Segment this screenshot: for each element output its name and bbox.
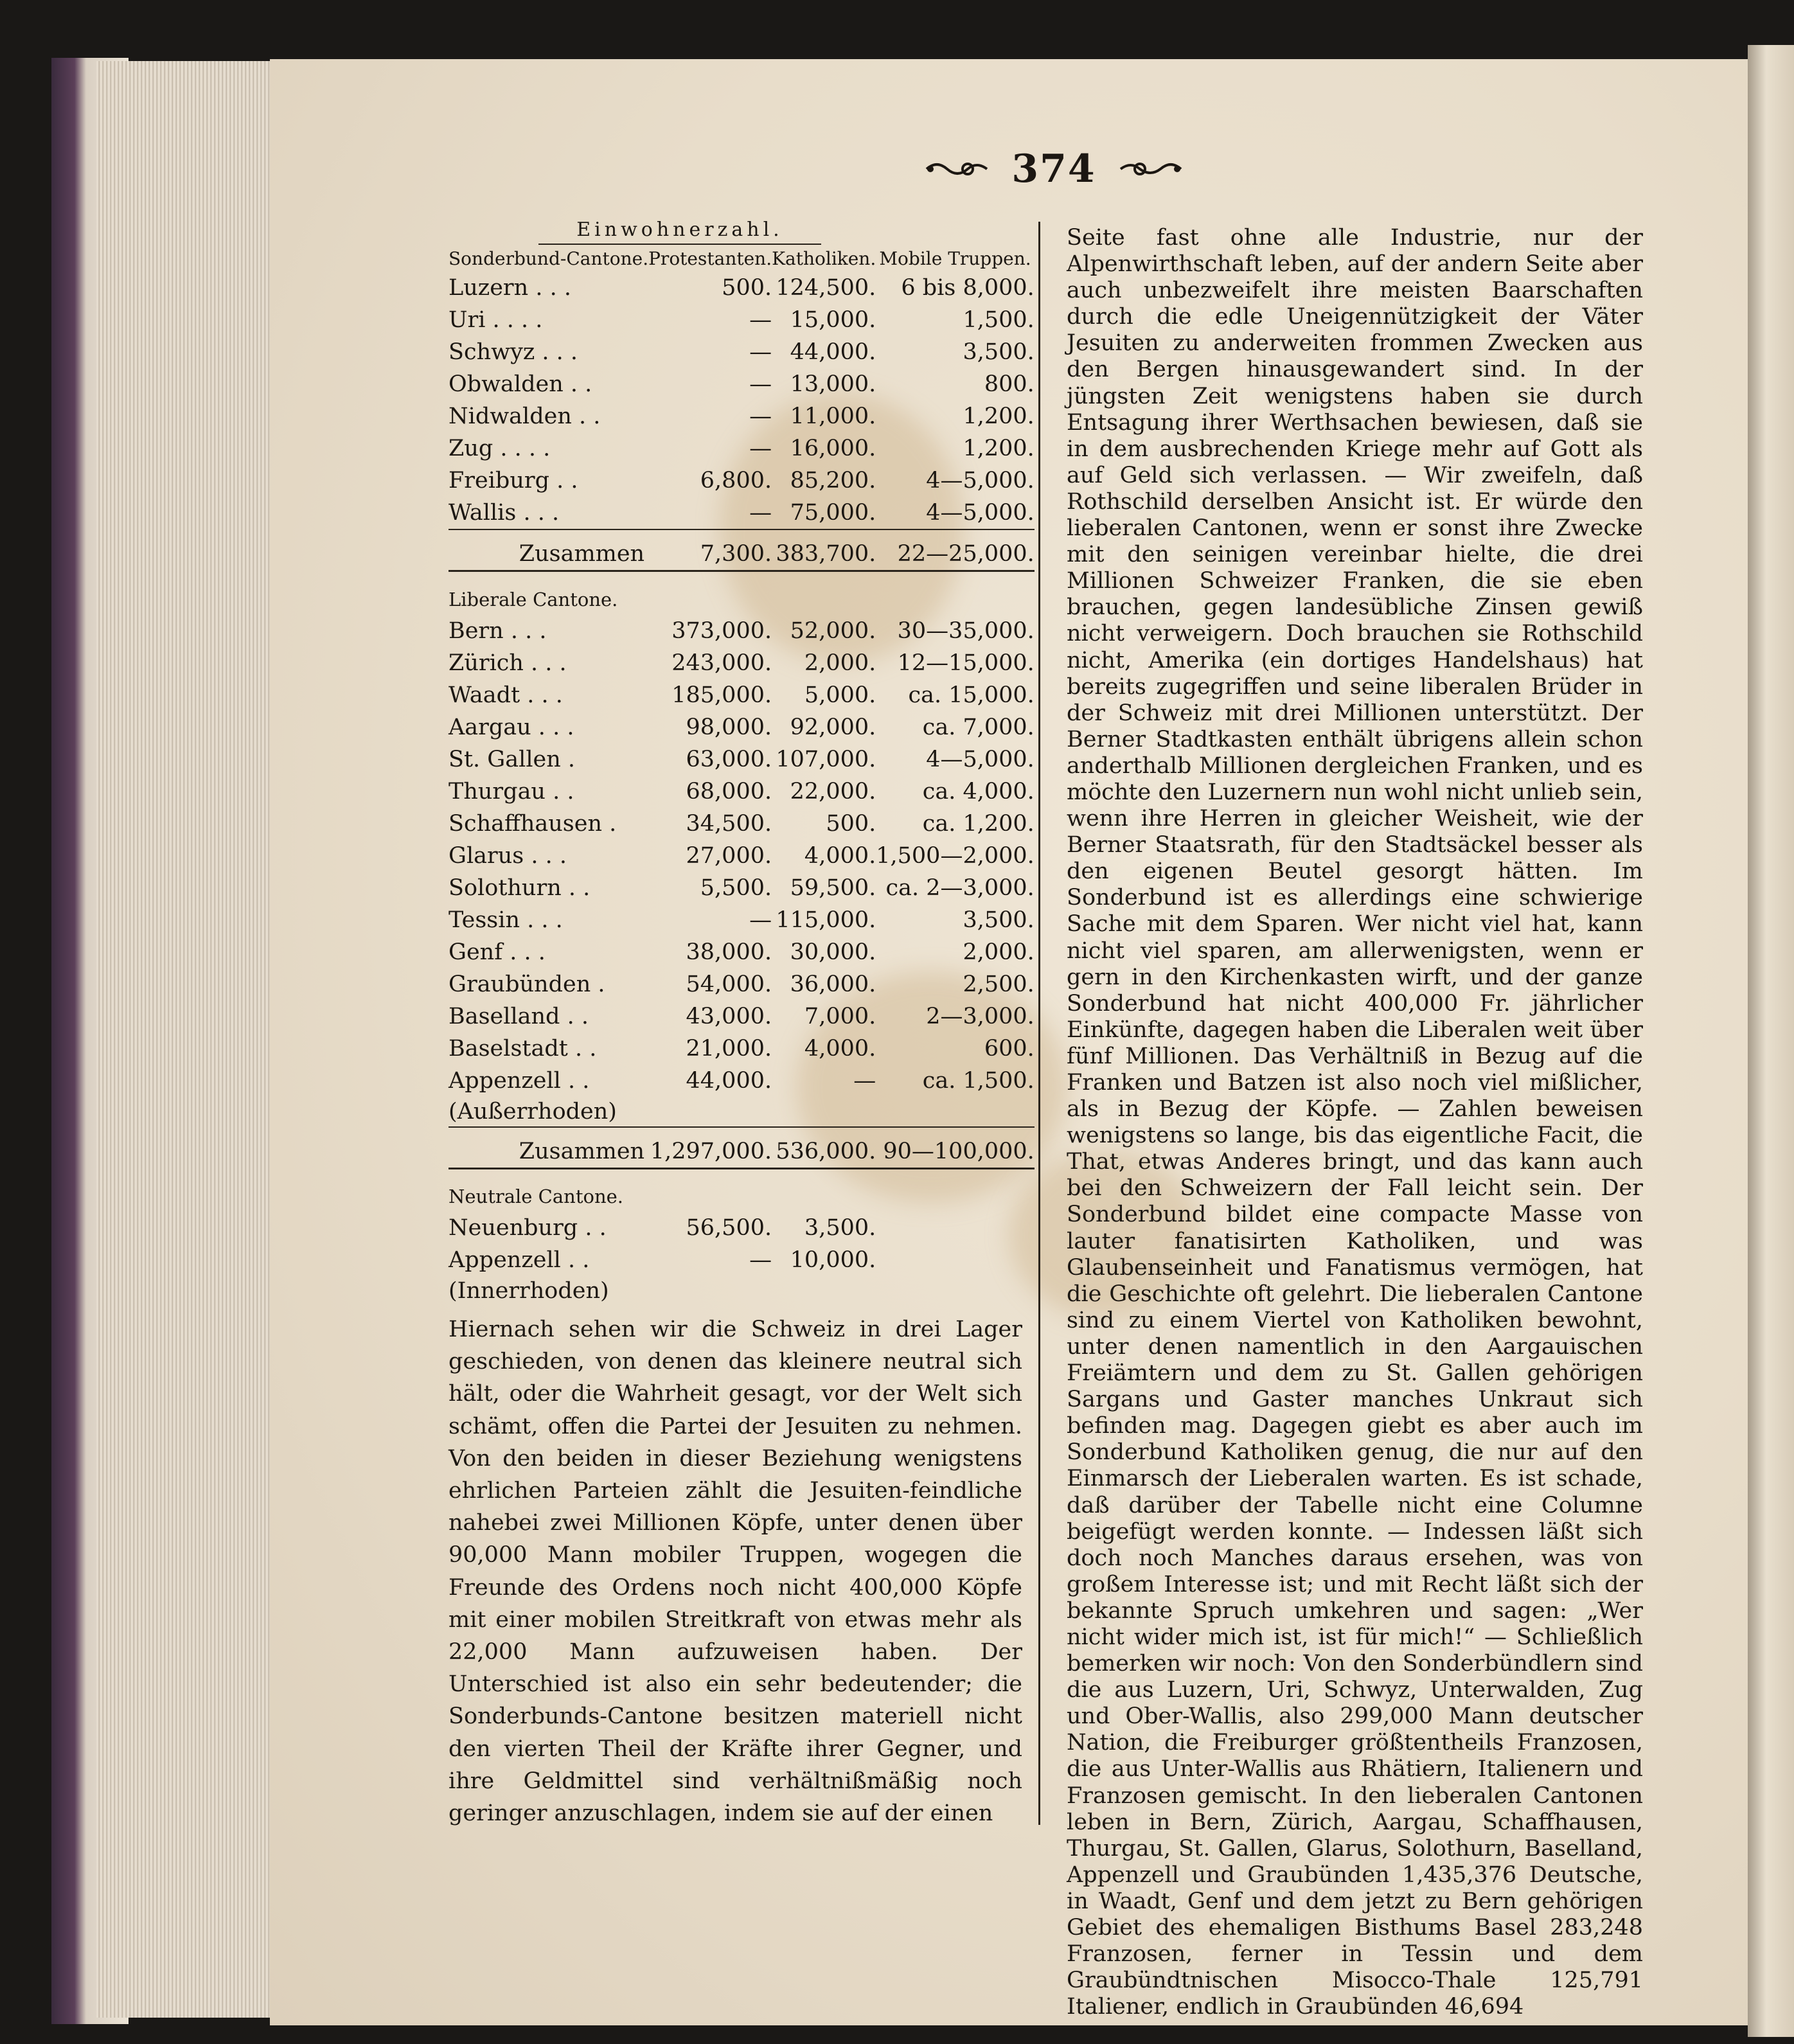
left-paragraph: Hiernach sehen wir die Schweiz in drei Lager geschieden, von denen das kleinere neutral sich hält, oder die Wahrheit gesagt, vor der Welt sich schämt, offen die Partei der Jesuiten zu nehmen. Von den beiden in dieser Beziehung wenigstens ehrlichen Parteien zählt die Jesuiten-feindliche nahebei zwei Millionen Köpfe, unter denen über 90,000 Mann mobiler Truppen, wogegen die Freunde des Ordens noch nicht 400,000 Köpfe mit einer mobilen Streitkraft von etwas mehr als 22,000 Mann aufzuweisen haben. Der Unterschied ist also ein sehr bedeutender; die Sonderbunds-Cantone besitzen materiell nicht den vierten Theil der Kräfte ihrer Gegner, und ihre Geldmittel sind verhältnißmäßig noch geringer anzuschlagen, indem sie auf der einen — [448, 1317, 1022, 1827]
left-column — [448, 218, 1035, 1829]
protestant-count: 63,000. — [686, 746, 772, 772]
protestant-count: 34,500. — [686, 810, 772, 837]
protestant-count: 56,500. — [686, 1215, 772, 1241]
troop-count: 1,500—2,000. — [876, 842, 1035, 869]
catholic-count: 11,000. — [790, 404, 876, 429]
table-row — [448, 679, 1035, 711]
catholic-count: 2,000. — [804, 650, 876, 676]
catholic-count: 15,000. — [790, 307, 876, 333]
protestant-count: 21,000. — [686, 1035, 772, 1062]
total-troops: 90—100,000. — [876, 1127, 1035, 1169]
table-row — [448, 808, 1035, 840]
table-header-row — [448, 245, 1035, 272]
right-column — [1067, 225, 1643, 2020]
catholic-count: 75,000. — [790, 500, 876, 526]
troop-count: 12—15,000. — [897, 650, 1035, 676]
table-row — [448, 968, 1035, 1000]
canton-name: Uri . . . . — [448, 307, 543, 333]
population-table — [448, 245, 1035, 1306]
table-row — [448, 1065, 1035, 1097]
protestant-count: 43,000. — [686, 1003, 772, 1029]
troop-count: 4—5,000. — [926, 468, 1035, 493]
total-label: Zusammen — [448, 1127, 648, 1169]
catholic-count: — — [853, 1067, 876, 1094]
table-row — [448, 400, 1035, 432]
empty-cell — [876, 1244, 1035, 1276]
protestant-count: — — [749, 436, 772, 461]
protestant-count: — — [749, 1247, 772, 1273]
canton-name: Schwyz . . . — [448, 339, 578, 365]
catholic-count: 44,000. — [790, 339, 876, 365]
canton-name: Neuenburg . . — [448, 1215, 607, 1241]
table-row — [448, 1244, 1035, 1276]
protestant-count: — — [749, 307, 772, 333]
table-row — [448, 711, 1035, 743]
table-row — [448, 1276, 1035, 1306]
total-catholics: 536,000. — [772, 1127, 876, 1169]
troop-count: 6 bis 8,000. — [901, 275, 1035, 301]
catholic-count: 500. — [826, 810, 876, 837]
troop-count: ca. 4,000. — [922, 778, 1035, 804]
table-row — [448, 304, 1035, 336]
troop-count: 800. — [984, 371, 1035, 397]
troop-count: 4—5,000. — [926, 746, 1035, 772]
total-protestants: 7,300. — [648, 529, 772, 571]
table-row — [448, 743, 1035, 776]
table-row — [448, 368, 1035, 400]
protestant-count: 500. — [722, 275, 772, 301]
catholic-count: 3,500. — [804, 1215, 876, 1241]
table-row — [448, 497, 1035, 529]
header-canton: Sonderbund-Cantone. — [448, 248, 649, 269]
page-number: 374 — [1011, 147, 1096, 191]
troop-count: 3,500. — [963, 907, 1035, 933]
troop-count: 1,200. — [963, 436, 1035, 461]
troop-count: 2,500. — [963, 971, 1035, 997]
troop-count: ca. 2—3,000. — [885, 875, 1035, 901]
right-paragraph: Seite fast ohne alle Industrie, nur der Alpenwirthschaft leben, auf der andern Seite aber auch unbezweifelt ihre meisten Baarschaften durch die edle Uneigennützigkeit der Väter Jesuiten zu anderweiten frommen Zwecken aus den Bergen hinausgewandert sind. In der jüngsten Zeit wenigstens haben sie durch Entsagung ihrer Werthsachen bewiesen, daß sie in dem ausbrechenden Kriege mehr auf Gott als auf Geld sich verlassen. — Wir zweifeln, daß Rothschild derselben Ansicht ist. Er würde den lieberalen Cantonen, wenn er sonst ihre Zwecke mit den seinigen vereinbar hielte, die drei Millionen Schweizer Franken, die sie eben brauchen, gegen landesübliche Zinsen gewiß nicht verweigern. Doch brauchen sie Rothschild nicht, Amerika (ein dortiges Handelshaus) hat bereits zugegriffen und seine liberalen Brüder in der Schweiz mit drei Millionen unterstützt. Der Berner Stadtkasten enthält übrigens allein schon anderthalb Millionen dergleichen Franken, und es möchte den Luzernern nun wohl nicht unlieb sein, wenn ihre Herren in gleicher Weisheit, wie der Berner Staatsrath, für den Stadtsäckel besser als den eigenen Beutel gesorgt hätten. Im Sonderbund ist es allerdings eine schwierige Sache mit dem Sparen. Wer nicht viel hat, kann nicht viel sparen, am allerwenigsten, wenn er gern in den Kirchenkasten wirft, und der ganze Sonderbund hat nicht 400,000 Fr. jährlicher Einkünfte, dagegen haben die Liberalen weit über fünf Millionen. Das Verhältniß in Bezug auf die Franken und Batzen ist also noch viel mißlicher, als in Bezug der Köpfe. — Zahlen beweisen wenigstens so lange, bis das eigentliche Facit, die That, etwas Anderes bringt, und das kann auch bei den Schweizern der Fall leicht sein. Der Sonderbund bildet eine compacte Masse von lauter fanatisirten Katholiken, und was Glaubenseinheit und Fanatismus vermögen, hat die Geschichte oft gelehrt. Die lieberalen Cantone sind zu einem Viertel von Katholiken bewohnt, unter denen namentlich in den Aargauischen Freiämtern und dem zu St. Gallen gehörigen Sargans und Gaster manches Unkraut sich befinden mag. Dagegen giebt es aber auch im Sonderbund Katholiken genug, die nur auf den Einmarsch der Lieberalen warten. Es ist schade, daß darüber der Tabelle nicht eine Columne beigefügt werden konnte. — Indessen läßt sich doch noch Manches daraus ersehen, was von großem Interesse ist; und mit Recht läßt sich der bekannte Spruch umkehren und sagen: „Wer nicht wider mich ist, ist für mich!“ — Schließlich bemerken wir noch: Von den Sonderbündlern sind die aus Luzern, Uri, Schwyz, Unterwalden, Zug und Ober-Wallis, also 299,000 Mann deutscher Nation, die Freiburger größtentheils Franzosen, die aus Unter-Wallis aus Rhätiern, Italienern und Franzosen gemischt. In den lieberalen Cantonen leben in Bern, Zürich, Aargau, Schaffhausen, Thurgau, St. Gallen, Glarus, Solothurn, Baselland, Appenzell und Graubünden 1,435,376 Deutsche, in Waadt, Genf und dem jetzt zu Bern gehörigen Gebiet des ehemaligen Bisthums Basel 283,248 Franzosen, ferner in Tessin und dem Graubündtnischen Misocco-Thale 125,791 Italiener, endlich in Graubünden 46,694 — [1067, 225, 1643, 2020]
catholic-count: 4,000. — [804, 842, 876, 869]
catholic-count: 5,000. — [804, 682, 876, 708]
catholic-count: 85,200. — [790, 468, 876, 493]
troop-count: 4—5,000. — [926, 500, 1035, 526]
catholic-count: 36,000. — [790, 971, 876, 997]
canton-name: Appenzell . . — [448, 1067, 590, 1094]
troop-count: ca. 7,000. — [922, 714, 1035, 740]
canton-name: Solothurn . . — [448, 875, 591, 901]
canton-name: Freiburg . . — [448, 468, 578, 493]
ornament-left-icon — [925, 156, 990, 182]
catholic-count: 13,000. — [790, 371, 876, 397]
catholic-count: 52,000. — [790, 618, 876, 644]
canton-name: Thurgau . . — [448, 778, 574, 804]
catholic-count: 10,000. — [790, 1247, 876, 1273]
troop-count: 600. — [984, 1035, 1035, 1062]
canton-name-continuation: (Außerrhoden) — [448, 1098, 617, 1124]
protestant-count: 6,800. — [700, 468, 772, 493]
table-caption: Einwohnerzahl. — [538, 218, 821, 245]
protestant-count: 373,000. — [671, 618, 772, 644]
protestant-count: — — [749, 339, 772, 365]
catholic-count: 107,000. — [776, 746, 876, 772]
table-row — [448, 872, 1035, 904]
total-catholics: 383,700. — [772, 529, 876, 571]
catholic-count: 4,000. — [804, 1035, 876, 1062]
table-row — [448, 615, 1035, 647]
canton-name: Wallis . . . — [448, 500, 560, 526]
protestant-count: 68,000. — [686, 778, 772, 804]
protestant-count: — — [749, 500, 772, 526]
troop-count: ca. 1,500. — [922, 1067, 1035, 1094]
section-heading-row — [448, 1177, 1035, 1212]
canton-name: Tessin . . . — [448, 907, 563, 933]
empty-cell — [876, 1212, 1035, 1244]
troop-count: 1,200. — [963, 404, 1035, 429]
canton-name: Genf . . . — [448, 939, 546, 965]
canton-name: Zürich . . . — [448, 650, 567, 676]
catholic-count: 115,000. — [776, 907, 876, 933]
protestant-count: — — [749, 404, 772, 429]
protestant-count: — — [749, 371, 772, 397]
table-row — [448, 840, 1035, 872]
catholic-count: 30,000. — [790, 939, 876, 965]
section-rule — [448, 571, 1035, 580]
header-catholics: Katholiken. — [772, 248, 876, 269]
section-rule — [448, 1168, 1035, 1177]
canton-name: Baselland . . — [448, 1003, 589, 1029]
canton-name: Graubünden . — [448, 971, 605, 997]
protestant-count: — — [749, 907, 772, 933]
canton-name: Waadt . . . — [448, 682, 563, 708]
table-row — [448, 1033, 1035, 1065]
table-row — [448, 465, 1035, 497]
total-troops: 22—25,000. — [876, 529, 1035, 571]
protestant-count: 243,000. — [671, 650, 772, 676]
canton-name: Obwalden . . — [448, 371, 592, 397]
catholic-count: 16,000. — [790, 436, 876, 461]
catholic-count: 22,000. — [790, 778, 876, 804]
total-protestants: 1,297,000. — [648, 1127, 772, 1169]
troop-count: 2,000. — [963, 939, 1035, 965]
protestant-count: 185,000. — [671, 682, 772, 708]
column-divider — [1038, 222, 1040, 1825]
total-row — [448, 1127, 1035, 1169]
protestant-count: 98,000. — [686, 714, 772, 740]
troop-count: 2—3,000. — [926, 1003, 1035, 1029]
total-row — [448, 529, 1035, 571]
canton-name: Nidwalden . . — [448, 404, 601, 429]
next-page-edge — [1748, 45, 1794, 2037]
canton-name: Appenzell . . — [448, 1247, 590, 1273]
table-row — [448, 1097, 1035, 1127]
troop-count: 3,500. — [963, 339, 1035, 365]
canton-name: Bern . . . — [448, 618, 547, 644]
table-row — [448, 776, 1035, 808]
table-row — [448, 432, 1035, 465]
table-row — [448, 1000, 1035, 1033]
catholic-count: 92,000. — [790, 714, 876, 740]
canton-name: Schaffhausen . — [448, 810, 617, 837]
canton-name: Glarus . . . — [448, 842, 567, 869]
table-row — [448, 336, 1035, 368]
protestant-count: 54,000. — [686, 971, 772, 997]
troop-count: 1,500. — [963, 307, 1035, 333]
header-mobile-troops: Mobile Truppen. — [879, 248, 1031, 269]
table-row — [448, 904, 1035, 936]
canton-name: Luzern . . . — [448, 275, 571, 301]
protestant-count: 44,000. — [686, 1067, 772, 1094]
page-stack-edge — [96, 61, 276, 2018]
canton-name: Aargau . . . — [448, 714, 574, 740]
page-header — [900, 147, 1208, 191]
canton-name: St. Gallen . — [448, 746, 576, 772]
table-row — [448, 1212, 1035, 1244]
ornament-right-icon — [1118, 156, 1182, 182]
catholic-count: 124,500. — [776, 275, 876, 301]
total-label: Zusammen — [448, 529, 648, 571]
header-protestants: Protestanten. — [648, 248, 772, 269]
protestant-count: 5,500. — [700, 875, 772, 901]
canton-name-continuation: (Innerrhoden) — [448, 1278, 609, 1304]
catholic-count: 7,000. — [804, 1003, 876, 1029]
section-heading-row — [448, 580, 1035, 615]
troop-count: ca. 1,200. — [922, 810, 1035, 837]
troop-count: ca. 15,000. — [908, 682, 1035, 708]
table-row — [448, 647, 1035, 679]
troop-count: 30—35,000. — [897, 618, 1035, 644]
protestant-count: 27,000. — [686, 842, 772, 869]
table-row — [448, 272, 1035, 304]
canton-name: Zug . . . . — [448, 436, 551, 461]
canton-name: Baselstadt . . — [448, 1035, 597, 1062]
neutral-section-title: Neutrale Cantone. — [448, 1186, 624, 1207]
rule-cell — [448, 1168, 1035, 1177]
table-row — [448, 936, 1035, 968]
rule-cell — [448, 571, 1035, 580]
catholic-count: 59,500. — [790, 875, 876, 901]
liberal-section-title: Liberale Cantone. — [448, 588, 618, 610]
protestant-count: 38,000. — [686, 939, 772, 965]
